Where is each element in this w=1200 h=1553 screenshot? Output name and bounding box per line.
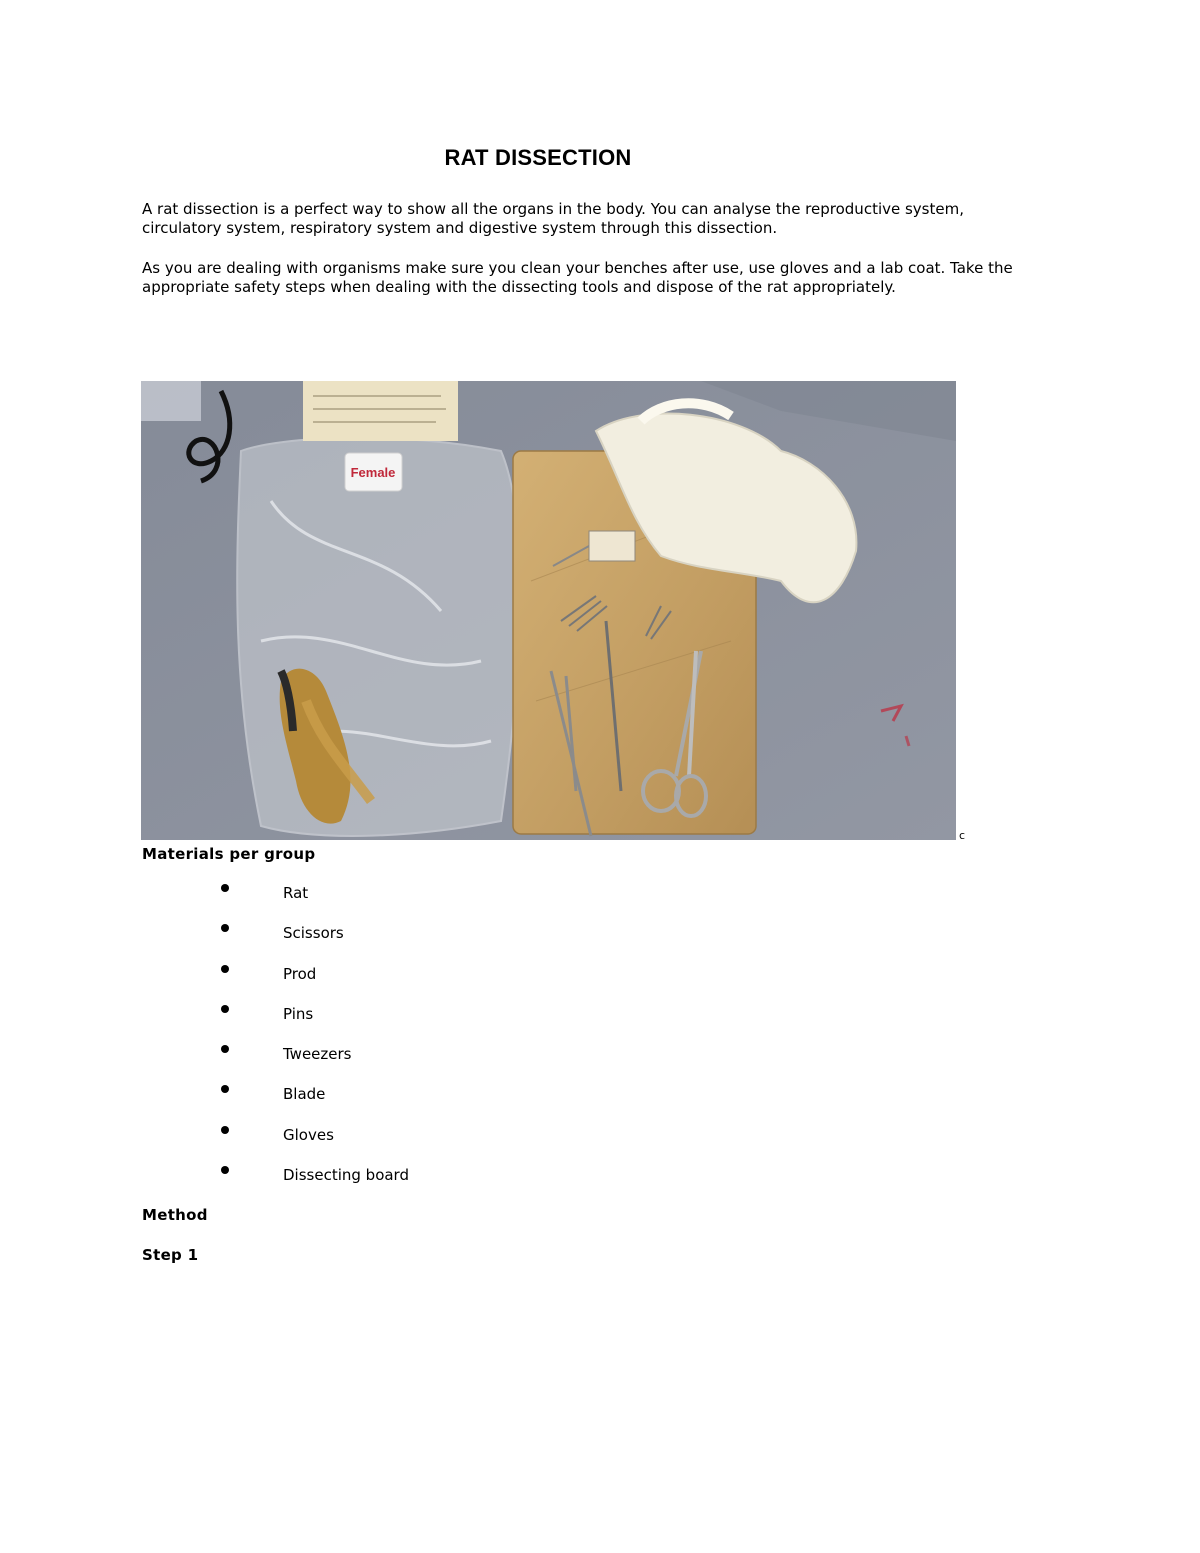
material-label: Scissors xyxy=(283,924,344,943)
bullet-icon xyxy=(221,1126,229,1134)
list-item xyxy=(0,880,600,920)
list-item xyxy=(0,1081,600,1121)
material-label: Tweezers xyxy=(283,1045,352,1064)
bullet-icon xyxy=(221,924,229,932)
bullet-icon xyxy=(221,1166,229,1174)
materials-heading: Materials per group xyxy=(142,845,316,863)
list-item xyxy=(0,1162,600,1202)
materials-list xyxy=(0,880,600,1202)
bullet-icon xyxy=(221,884,229,892)
intro-paragraph-2 xyxy=(142,259,1042,297)
bullet-icon xyxy=(221,1045,229,1053)
list-item xyxy=(0,1001,600,1041)
list-item xyxy=(0,920,600,960)
material-label: Rat xyxy=(283,884,309,902)
page-title: RAT DISSECTION xyxy=(444,145,632,170)
method-heading: Method xyxy=(142,1206,208,1224)
step-1-heading: Step 1 xyxy=(142,1246,199,1264)
material-label: Blade xyxy=(283,1085,326,1104)
material-label: Dissecting board xyxy=(283,1166,409,1185)
list-item xyxy=(0,1041,600,1081)
intro-paragraph-1 xyxy=(142,200,1042,238)
intro-text-2: As you are dealing with organisms make sure you clean your benches after use, use gloves and a lab coat. Take the appropriate safety steps when dealing with the dissecting tools and dispose of the rat appropriately. xyxy=(142,259,1013,296)
bullet-icon xyxy=(221,1085,229,1093)
bullet-icon xyxy=(221,965,229,973)
list-item xyxy=(0,1122,600,1162)
dissection-materials-photo xyxy=(141,381,956,840)
material-label: Prod xyxy=(283,964,317,983)
material-label: Gloves xyxy=(283,1125,334,1144)
intro-text-1: A rat dissection is a perfect way to show all the organs in the body. You can analyse the reproductive system, circulatory system, respiratory system and digestive system through this dissection. xyxy=(142,200,964,237)
trailing-mark: c xyxy=(959,829,966,842)
list-item xyxy=(0,961,600,1001)
material-label: Pins xyxy=(283,1004,314,1023)
bullet-icon xyxy=(221,1005,229,1013)
bag-label-text: Female xyxy=(350,465,396,480)
